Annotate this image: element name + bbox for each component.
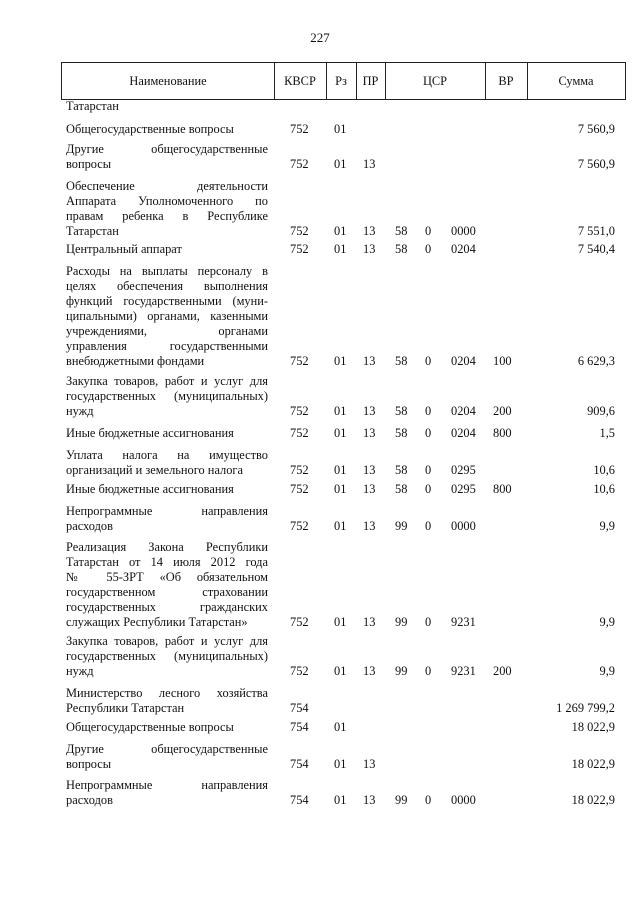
row-name-line: Уплата налога на имущество (66, 448, 268, 462)
cell-sum: 909,6 (587, 404, 615, 418)
row-name-line: Министерство лесного хозяйства (66, 686, 268, 700)
cell-csr1: 58 (395, 242, 408, 256)
cell-csr3: 9231 (451, 615, 476, 629)
row-name (66, 742, 268, 772)
cell-rz: 01 (334, 157, 347, 171)
cell-sum: 7 551,0 (577, 224, 615, 238)
cell-kvsr: 752 (290, 482, 309, 496)
row-name-line: расходов (66, 793, 113, 807)
row-name (66, 99, 268, 114)
cell-csr3: 0204 (451, 354, 476, 368)
row-name-line: расходов (66, 519, 113, 533)
row-name-line: ципальными) органами, казенными (66, 309, 268, 323)
row-name (66, 142, 268, 172)
row-name-line: Другие общегосударственные (66, 742, 268, 756)
row-name-line: организаций и земельного налога (66, 463, 244, 477)
header-csr: ЦСР (422, 74, 448, 88)
row-name-line: управления государственными (66, 339, 268, 353)
row-name (66, 720, 268, 735)
page-number: 227 (310, 30, 330, 45)
cell-csr2: 0 (425, 404, 432, 418)
cell-sum: 7 560,9 (577, 122, 615, 136)
cell-vr: 200 (493, 664, 512, 678)
cell-rz: 01 (334, 664, 347, 678)
row-name-line: служащих Республики Татарстан» (66, 615, 248, 629)
cell-rz: 01 (334, 720, 347, 734)
cell-csr3: 0000 (451, 793, 476, 807)
cell-kvsr: 752 (290, 224, 309, 238)
cell-pr: 13 (363, 615, 376, 629)
cell-pr: 13 (363, 354, 376, 368)
cell-csr1: 58 (395, 463, 408, 477)
cell-pr: 13 (363, 404, 376, 418)
row-name-line: учреждениями, органами (66, 324, 268, 338)
cell-csr3: 0204 (451, 426, 476, 440)
cell-csr1: 99 (395, 664, 408, 678)
cell-csr2: 0 (425, 615, 432, 629)
row-name-line: Общегосударственные вопросы (66, 122, 234, 136)
cell-rz: 01 (334, 122, 347, 136)
row-name (66, 264, 268, 369)
header-vr: ВР (498, 74, 514, 88)
cell-sum: 9,9 (599, 664, 615, 678)
cell-csr3: 0000 (451, 519, 476, 533)
row-name-line: вопросы (66, 757, 112, 771)
cell-csr1: 58 (395, 404, 408, 418)
row-name-line: государственных гражданских (66, 600, 268, 614)
header-name: Наименование (129, 74, 207, 88)
cell-rz: 01 (334, 354, 347, 368)
row-name-line: Республики Татарстан (66, 701, 185, 715)
cell-pr: 13 (363, 463, 376, 477)
cell-sum: 18 022,9 (571, 720, 615, 734)
row-name (66, 122, 268, 137)
cell-sum: 7 560,9 (577, 157, 615, 171)
cell-rz: 01 (334, 224, 347, 238)
cell-sum: 9,9 (599, 519, 615, 533)
cell-csr2: 0 (425, 664, 432, 678)
cell-csr1: 58 (395, 482, 408, 496)
cell-pr: 13 (363, 242, 376, 256)
cell-csr2: 0 (425, 482, 432, 496)
cell-sum: 10,6 (593, 463, 615, 477)
row-name (66, 242, 268, 257)
cell-kvsr: 754 (290, 701, 309, 715)
cell-rz: 01 (334, 519, 347, 533)
cell-vr: 200 (493, 404, 512, 418)
cell-kvsr: 752 (290, 615, 309, 629)
cell-csr2: 0 (425, 224, 432, 238)
row-name-line: Закупка товаров, работ и услуг для (66, 374, 268, 388)
cell-csr3: 0204 (451, 404, 476, 418)
cell-csr1: 58 (395, 224, 408, 238)
cell-rz: 01 (334, 463, 347, 477)
cell-kvsr: 754 (290, 793, 309, 807)
cell-csr3: 0295 (451, 463, 476, 477)
row-name (66, 686, 268, 716)
row-name-line: Обеспечение деятельности (66, 179, 268, 193)
cell-csr2: 0 (425, 463, 432, 477)
row-name-line: Иные бюджетные ассигнования (66, 426, 234, 440)
cell-kvsr: 754 (290, 757, 309, 771)
cell-kvsr: 752 (290, 463, 309, 477)
cell-sum: 18 022,9 (571, 793, 615, 807)
row-name-line: внебюджетными фондами (66, 354, 205, 368)
row-name (66, 634, 268, 679)
row-name (66, 482, 268, 497)
cell-rz: 01 (334, 426, 347, 440)
cell-kvsr: 752 (290, 157, 309, 171)
cell-csr3: 9231 (451, 664, 476, 678)
cell-vr: 800 (493, 426, 512, 440)
cell-vr: 100 (493, 354, 512, 368)
cell-sum: 1 269 799,2 (556, 701, 615, 715)
row-name-line: Иные бюджетные ассигнования (66, 482, 234, 496)
cell-csr2: 0 (425, 242, 432, 256)
cell-csr3: 0000 (451, 224, 476, 238)
cell-kvsr: 752 (290, 404, 309, 418)
table-header (61, 62, 626, 100)
row-name (66, 179, 268, 239)
cell-rz: 01 (334, 404, 347, 418)
row-name-line: Непрограммные направления (66, 778, 268, 792)
row-name-line: Реализация Закона Республики (66, 540, 268, 554)
row-name-line: Закупка товаров, работ и услуг для (66, 634, 268, 648)
cell-rz: 01 (334, 482, 347, 496)
cell-sum: 9,9 (599, 615, 615, 629)
cell-csr1: 58 (395, 354, 408, 368)
row-name-line: функций государственными (муни- (66, 294, 268, 308)
row-name-line: Татарстан от 14 июля 2012 года (66, 555, 268, 569)
row-name-line: Непрограммные направления (66, 504, 268, 518)
cell-csr1: 99 (395, 519, 408, 533)
cell-sum: 6 629,3 (577, 354, 615, 368)
cell-pr: 13 (363, 519, 376, 533)
cell-pr: 13 (363, 664, 376, 678)
row-name (66, 540, 268, 630)
cell-csr2: 0 (425, 426, 432, 440)
row-name-line: государственных (муниципальных) (66, 389, 268, 403)
row-name-line: вопросы (66, 157, 112, 171)
row-name-line: Расходы на выплаты персоналу в (66, 264, 268, 278)
row-name-line: целях обеспечения выполнения (66, 279, 268, 293)
cell-kvsr: 752 (290, 242, 309, 256)
cell-pr: 13 (363, 426, 376, 440)
cell-sum: 1,5 (599, 426, 615, 440)
cell-pr: 13 (363, 482, 376, 496)
row-name (66, 778, 268, 808)
row-name-line: Общегосударственные вопросы (66, 720, 234, 734)
cell-csr1: 99 (395, 615, 408, 629)
row-name (66, 426, 268, 441)
cell-vr: 800 (493, 482, 512, 496)
cell-sum: 7 540,4 (577, 242, 615, 256)
row-name-line: государственном страховании (66, 585, 268, 599)
cell-rz: 01 (334, 793, 347, 807)
cell-kvsr: 752 (290, 519, 309, 533)
cell-kvsr: 752 (290, 426, 309, 440)
header-rz: Рз (335, 74, 347, 88)
row-name-line: Аппарата Уполномоченного по (66, 194, 268, 208)
cell-csr3: 0295 (451, 482, 476, 496)
cell-kvsr: 752 (290, 664, 309, 678)
cell-kvsr: 754 (290, 720, 309, 734)
cell-csr3: 0204 (451, 242, 476, 256)
cell-rz: 01 (334, 242, 347, 256)
cell-csr1: 58 (395, 426, 408, 440)
cell-rz: 01 (334, 757, 347, 771)
header-kvsr: КВСР (284, 74, 316, 88)
row-name (66, 504, 268, 534)
row-name-line: Татарстан (66, 99, 119, 113)
cell-pr: 13 (363, 757, 376, 771)
row-name-line: нужд (66, 404, 94, 418)
row-name-line: государственных (муниципальных) (66, 649, 268, 663)
row-name (66, 374, 268, 419)
cell-pr: 13 (363, 157, 376, 171)
cell-kvsr: 752 (290, 354, 309, 368)
cell-csr2: 0 (425, 519, 432, 533)
cell-sum: 18 022,9 (571, 757, 615, 771)
cell-kvsr: 752 (290, 122, 309, 136)
row-name-line: нужд (66, 664, 94, 678)
cell-csr2: 0 (425, 793, 432, 807)
cell-csr1: 99 (395, 793, 408, 807)
row-name-line: № 55-ЗРТ «Об обязательном (66, 570, 268, 584)
cell-pr: 13 (363, 224, 376, 238)
row-name-line: Татарстан (66, 224, 119, 238)
cell-sum: 10,6 (593, 482, 615, 496)
header-sum: Сумма (558, 74, 594, 88)
row-name (66, 448, 268, 478)
row-name-line: Центральный аппарат (66, 242, 182, 256)
row-name-line: правам ребенка в Республике (66, 209, 268, 223)
cell-csr2: 0 (425, 354, 432, 368)
cell-rz: 01 (334, 615, 347, 629)
row-name-line: Другие общегосударственные (66, 142, 268, 156)
header-pr: ПР (362, 74, 379, 88)
cell-pr: 13 (363, 793, 376, 807)
